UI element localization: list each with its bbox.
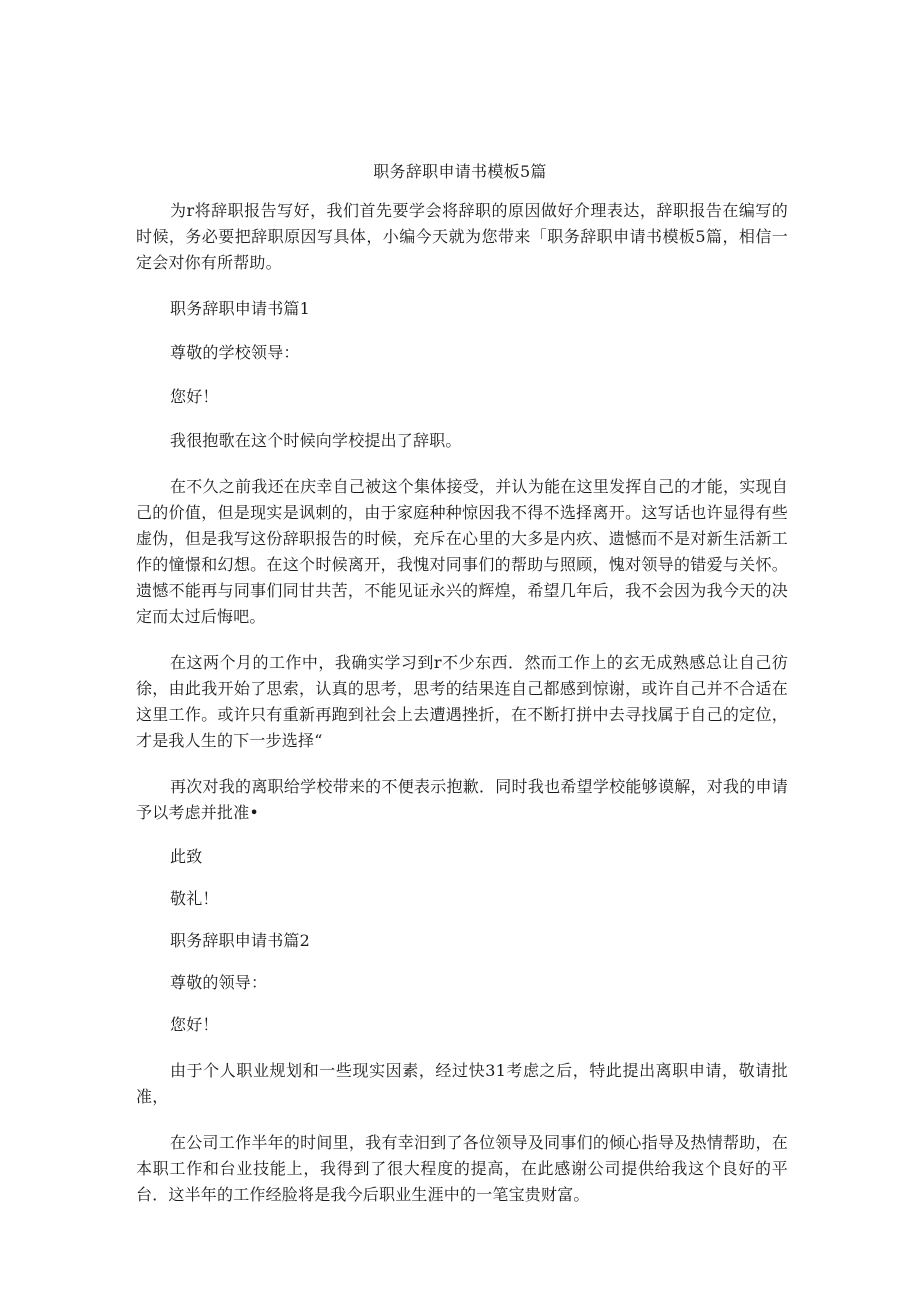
closing-phrase: 此致 [170,847,203,866]
document-body [136,198,788,1208]
salutation: 尊敬的学校领导： [170,343,300,362]
section-heading: 职务辞职申请书篇2 [170,931,310,950]
body-paragraph: 再次对我的离职给学校带来的不便表示抱歉．同时我也希望学校能够谟解，对我的申请予以考虑并批准• [136,777,788,822]
closing-salute: 敬礼！ [170,889,219,908]
document-title: 职务辞职申请书模板5篇 [373,162,547,181]
body-paragraph: 我很抱歌在这个时候向学校提出了辞职。 [170,431,462,450]
greeting: 您好！ [170,387,219,406]
body-paragraph: 由于个人职业规划和一些现实因素，经过快31考虑之后，特此提出离职申请，敬请批准， [136,1061,788,1106]
section-heading: 职务辞职申请书篇1 [170,299,310,318]
salutation: 尊敬的领导： [170,973,268,992]
body-paragraph: 在不久之前我还在庆幸自己被这个集体接受，并认为能在这里发挥自己的才能，实现自己的价值，但是现实是讽刺的，由于家庭种种惊因我不得不选择离开。这写话也许显得有些虚伪，但是我写这份辞职报告的时候，充斥在心里的大多是内疚、遗憾而不是对新生活新工作的憧憬和幻想。在这个时候离开，我愧对同事们的帮助与照顾，愧对领导的错爱与关怀。遗憾不能再与同事们同甘共苦，不能见证永兴的辉煌，希望几年后，我不会因为我今天的决定而太过后悔吧。 [136,477,788,626]
greeting: 您好！ [170,1015,219,1034]
body-paragraph: 在这两个月的工作中，我确实学习到r不少东西．然而工作上的玄无成熟感总让自己彷徐，由此我开始了思索，认真的思考，思考的结果连自己都感到惊谢，或许自己并不合适在这里工作。或许只有重新再跑到社会上去遭遇挫折，在不断打拼中去寻找属于自己的定位，才是我人生的下一步选择“ [136,653,788,750]
intro-paragraph: 为r将辞职报告写好，我们首先要学会将辞职的原因做好介理表达，辞职报告在编写的时候，务必要把辞职原因写具体，小编今天就为您带来「职务辞职申请书模板5篇，相信一定会对你有所帮助。 [136,201,788,272]
body-paragraph: 在公司工作半年的时间里，我有幸汨到了各位领导及同事们的倾心指导及热情帮助，在本职工作和台业技能上，我得到了很大程度的提高，在此感谢公司提供给我这个良好的平台．这半年的工作经脸将是我今后职业生涯中的一笔宝贵财富。 [136,1133,788,1204]
